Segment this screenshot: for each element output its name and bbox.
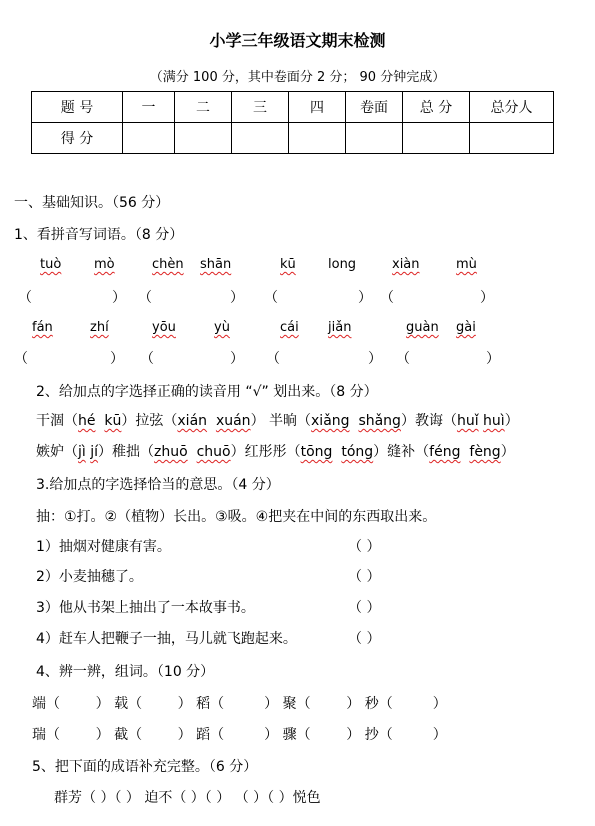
- pinyin: zhí: [90, 320, 109, 335]
- answer-blank-close: ）: [230, 290, 244, 306]
- pinyin: mò: [94, 257, 115, 272]
- pinyin: shān: [200, 257, 232, 272]
- pinyin: tuò: [40, 257, 62, 272]
- pinyin-option[interactable]: jì: [78, 444, 86, 460]
- q3-item: 4）赶车人把鞭子一抽，马儿就飞跑起来。: [36, 631, 297, 647]
- score-header-cell: 一: [123, 92, 175, 123]
- answer-blank-close: ）: [358, 290, 372, 306]
- q4-row-2: 瑞（ ） 截（ ） 蹈（ ） 骤（ ） 抄（ ）: [32, 727, 447, 743]
- score-cell[interactable]: [346, 123, 403, 154]
- pinyin-option[interactable]: tóng: [341, 444, 374, 460]
- pinyin-option[interactable]: huǐ: [456, 413, 479, 429]
- q3-answer-blank[interactable]: （ ）: [348, 600, 381, 616]
- q4-title: 4、辨一辨，组词。（10 分）: [36, 664, 215, 680]
- pinyin-option[interactable]: chuō: [196, 444, 231, 460]
- q2-word: 缝补: [387, 444, 416, 460]
- score-header-cell: 总 分: [403, 92, 470, 123]
- pinyin-option[interactable]: xiǎng: [311, 413, 350, 429]
- score-cell[interactable]: [403, 123, 470, 154]
- answer-blank-close: ）: [230, 351, 244, 367]
- q2-word: 半晌: [269, 413, 298, 429]
- q3-item: 2）小麦抽穗了。: [36, 569, 143, 585]
- answer-blank-close: ）: [110, 351, 124, 367]
- answer-blank-close: ）: [486, 351, 500, 367]
- section-1-heading: 一、基础知识。（56 分）: [14, 195, 170, 211]
- pinyin-option[interactable]: hé: [78, 413, 96, 429]
- score-header-cell: 总分人: [470, 92, 554, 123]
- q3-meanings: 抽：①打。②（植物）长出。③吸。④把夹在中间的东西取出来。: [36, 509, 437, 525]
- q3-item: 3）他从书架上抽出了一本故事书。: [36, 600, 255, 616]
- q4-char: 载: [114, 696, 129, 712]
- answer-blank-open: （: [18, 290, 32, 306]
- pinyin-option[interactable]: kū: [104, 413, 122, 429]
- pinyin: xiàn: [392, 257, 420, 272]
- score-cell[interactable]: [232, 123, 289, 154]
- q2-word: 拉弦: [135, 413, 164, 429]
- q2-line-1: 干涸（hé kū）拉弦（xián xuán） 半晌（xiǎng shǎng）教诲（huǐ huì）: [36, 413, 519, 429]
- pinyin-option[interactable]: zhuō: [154, 444, 188, 460]
- answer-blank-open: （: [396, 351, 410, 367]
- q2-word: 红彤彤: [244, 444, 287, 460]
- pinyin-option[interactable]: jí: [90, 444, 99, 460]
- score-cell[interactable]: [289, 123, 346, 154]
- pinyin-option[interactable]: xián: [177, 413, 208, 429]
- q4-char: 聚: [282, 696, 297, 712]
- pinyin: gài: [456, 320, 476, 335]
- pinyin: jiǎn: [328, 320, 352, 335]
- answer-blank-open: （: [14, 351, 28, 367]
- pinyin-option[interactable]: fèng: [469, 444, 501, 460]
- pinyin-option[interactable]: huì: [483, 413, 505, 429]
- pinyin: fán: [32, 320, 53, 335]
- q2-word: 稚拙: [112, 444, 141, 460]
- q4-char: 端: [32, 696, 46, 712]
- pinyin: chèn: [152, 257, 184, 272]
- score-row-label: 得 分: [32, 123, 123, 154]
- q3-answer-blank[interactable]: （ ）: [348, 539, 381, 555]
- answer-blank-open: （: [140, 351, 154, 367]
- q3-title: 3.给加点的字选择恰当的意思。（4 分）: [36, 477, 280, 493]
- answer-blank-open: （: [138, 290, 152, 306]
- score-cell[interactable]: [175, 123, 232, 154]
- pinyin-option[interactable]: tōng: [300, 444, 333, 460]
- pinyin-option[interactable]: shǎng: [358, 413, 401, 429]
- score-header-cell: 卷面: [346, 92, 403, 123]
- q1-title: 1、看拼音写词语。（8 分）: [14, 227, 184, 243]
- score-header-cell: 二: [175, 92, 232, 123]
- answer-blank-open: （: [264, 290, 278, 306]
- answer-blank-close: ）: [368, 351, 382, 367]
- pinyin-option[interactable]: féng: [429, 444, 461, 460]
- score-cell[interactable]: [123, 123, 175, 154]
- score-header-cell: 题 号: [32, 92, 123, 123]
- pinyin: mù: [456, 257, 477, 272]
- q5-title: 5、把下面的成语补充完整。（6 分）: [32, 759, 258, 775]
- q2-word: 嫉妒: [36, 444, 64, 460]
- q3-item: 1）抽烟对健康有害。: [36, 539, 171, 555]
- pinyin: guàn: [406, 320, 439, 335]
- pinyin: cái: [280, 320, 299, 335]
- q4-row-1: 端（ ） 载（ ） 稻（ ） 聚（ ） 秒（ ）: [32, 696, 447, 712]
- pinyin: kū: [280, 257, 296, 272]
- page-title: 小学三年级语文期末检测: [209, 31, 386, 50]
- answer-blank-open: （: [380, 290, 394, 306]
- q2-title: 2、给加点的字选择正确的读音用 “√” 划出来。（8 分）: [36, 384, 378, 400]
- q2-word: 干涸: [36, 413, 64, 429]
- q4-char: 秒: [364, 696, 379, 712]
- pinyin: yōu: [152, 320, 176, 335]
- q3-answer-blank[interactable]: （ ）: [348, 631, 381, 647]
- score-header-cell: 三: [232, 92, 289, 123]
- pinyin-option[interactable]: xuán: [215, 413, 251, 429]
- q4-char: 瑞: [32, 727, 46, 743]
- q2-line-2: 嫉妒（jì jí）稚拙（zhuō chuō）红彤彤（tōng tóng）缝补（féng fèng）: [36, 444, 515, 460]
- score-table-score-row: [32, 123, 554, 154]
- score-header-cell: 四: [289, 92, 346, 123]
- q2-word: 教诲: [414, 413, 443, 429]
- answer-blank-open: （: [266, 351, 280, 367]
- q3-answer-blank[interactable]: （ ）: [348, 569, 381, 585]
- score-table-header-row: [32, 92, 554, 123]
- answer-blank-close: ）: [112, 290, 126, 306]
- q4-char: 稻: [196, 696, 211, 712]
- pinyin: long: [328, 257, 357, 272]
- answer-blank-close: ）: [480, 290, 494, 306]
- q4-char: 抄: [364, 727, 379, 743]
- q4-char: 蹈: [196, 727, 211, 743]
- page-subtitle: （满分 100 分，其中卷面分 2 分； 90 分钟完成）: [149, 70, 446, 85]
- q4-char: 截: [114, 727, 129, 743]
- pinyin: yù: [214, 320, 230, 335]
- score-cell[interactable]: [470, 123, 554, 154]
- q5-idioms: 群芳（ ）（ ） 迫不（ ）（ ） （ ）（ ）悦色: [54, 790, 321, 806]
- score-table: [31, 91, 554, 154]
- q4-char: 骤: [282, 727, 297, 743]
